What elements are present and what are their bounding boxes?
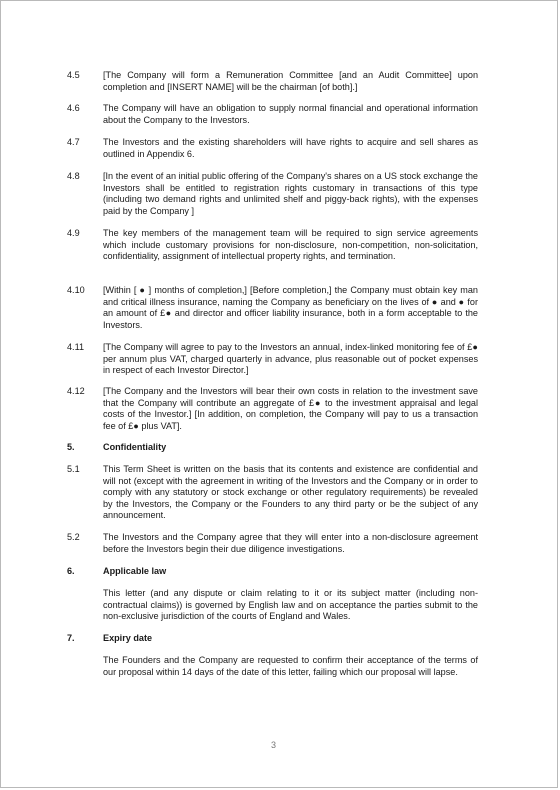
page-number: 3: [270, 740, 276, 750]
clause-number: 5.2: [67, 532, 80, 542]
clause-text: [The Company will agree to pay to the Investors an annual, index-linked monitoring fee of £● per annum plus VAT, charged quarterly in advance, plus reasonable out of pocket expenses in respect of each Investor Director.]: [103, 342, 478, 376]
clause-text: The Investors and the Company agree that they will enter into a non-disclosure agreement before the Investors begin their due diligence investigations.: [103, 532, 478, 554]
clause-number: 5.1: [67, 464, 80, 474]
clause-number: 4.7: [67, 137, 80, 147]
section-number: 6.: [67, 566, 75, 576]
clause-text: This Term Sheet is written on the basis that its contents and existence are confidential and will not (except with the agreement in writing of the Investors and the Company or in order to comply with any statutory or stock exchange or other regulatory requirements) be revealed by the Investors, the Company or the Founders to any third party or be the subject of any announcement.: [103, 464, 478, 521]
clause-text: The Investors and the existing shareholders will have rights to acquire and sell shares as outlined in Appendix 6.: [103, 137, 478, 159]
paragraph-text: The Founders and the Company are requested to confirm their acceptance of the terms of our proposal within 14 days of the date of this letter, failing which our proposal will lapse.: [103, 655, 478, 677]
clause-number: 4.6: [67, 103, 80, 113]
clause-number: 4.9: [67, 228, 80, 238]
section-title: Expiry date: [103, 633, 153, 643]
clause-text: [In the event of an initial public offering of the Company's shares on a US stock exchange the Investors shall be entitled to registration rights customary in transactions of this type (including two demand rights and unlimited shelf and piggy-back rights), with the expenses paid by the Company ]: [103, 171, 478, 216]
clause-number: 4.12: [67, 386, 85, 396]
clause-text: [The Company will form a Remuneration Committee [and an Audit Committee] upon completion and [INSERT NAME] will be the chairman [of both].]: [103, 70, 478, 92]
clause-text: [Within [ ● ] months of completion,] [Before completion,] the Company must obtain key man and critical illness insurance, naming the Company as beneficiary on the lives of ● and ● for an amount of £● and director and officer liability insurance, both in a form acceptable to the Investors.: [103, 285, 478, 330]
section-title: Confidentiality: [103, 442, 167, 452]
clause-text: The Company will have an obligation to supply normal financial and operational information about the Company to the Investors.: [103, 103, 478, 125]
clause-number: 4.8: [67, 171, 80, 181]
section-number: 5.: [67, 442, 75, 452]
clause-number: 4.10: [67, 285, 85, 295]
section-title: Applicable law: [103, 566, 167, 576]
clause-text: The key members of the management team will be required to sign service agreements which include customary provisions for non-disclosure, non-competition, non-solicitation, confidentiality, assignment of intellectual property rights, and termination.: [103, 228, 478, 262]
clause-text: [The Company and the Investors will bear their own costs in relation to the investment save that the Company will contribute an aggregate of £● to the investment appraisal and legal costs of the Investor.] [In addition, on completion, the Company will pay to us a transaction fee of £● plus VAT].: [103, 386, 478, 431]
clause-number: 4.11: [67, 342, 85, 352]
section-number: 7.: [67, 633, 75, 643]
paragraph-text: This letter (and any dispute or claim relating to it or its subject matter (including non-contractual claims)) is governed by English law and on acceptance the parties submit to the non-exclusive jurisdiction of the courts of England and Wales.: [103, 588, 478, 622]
clause-number: 4.5: [67, 70, 80, 80]
